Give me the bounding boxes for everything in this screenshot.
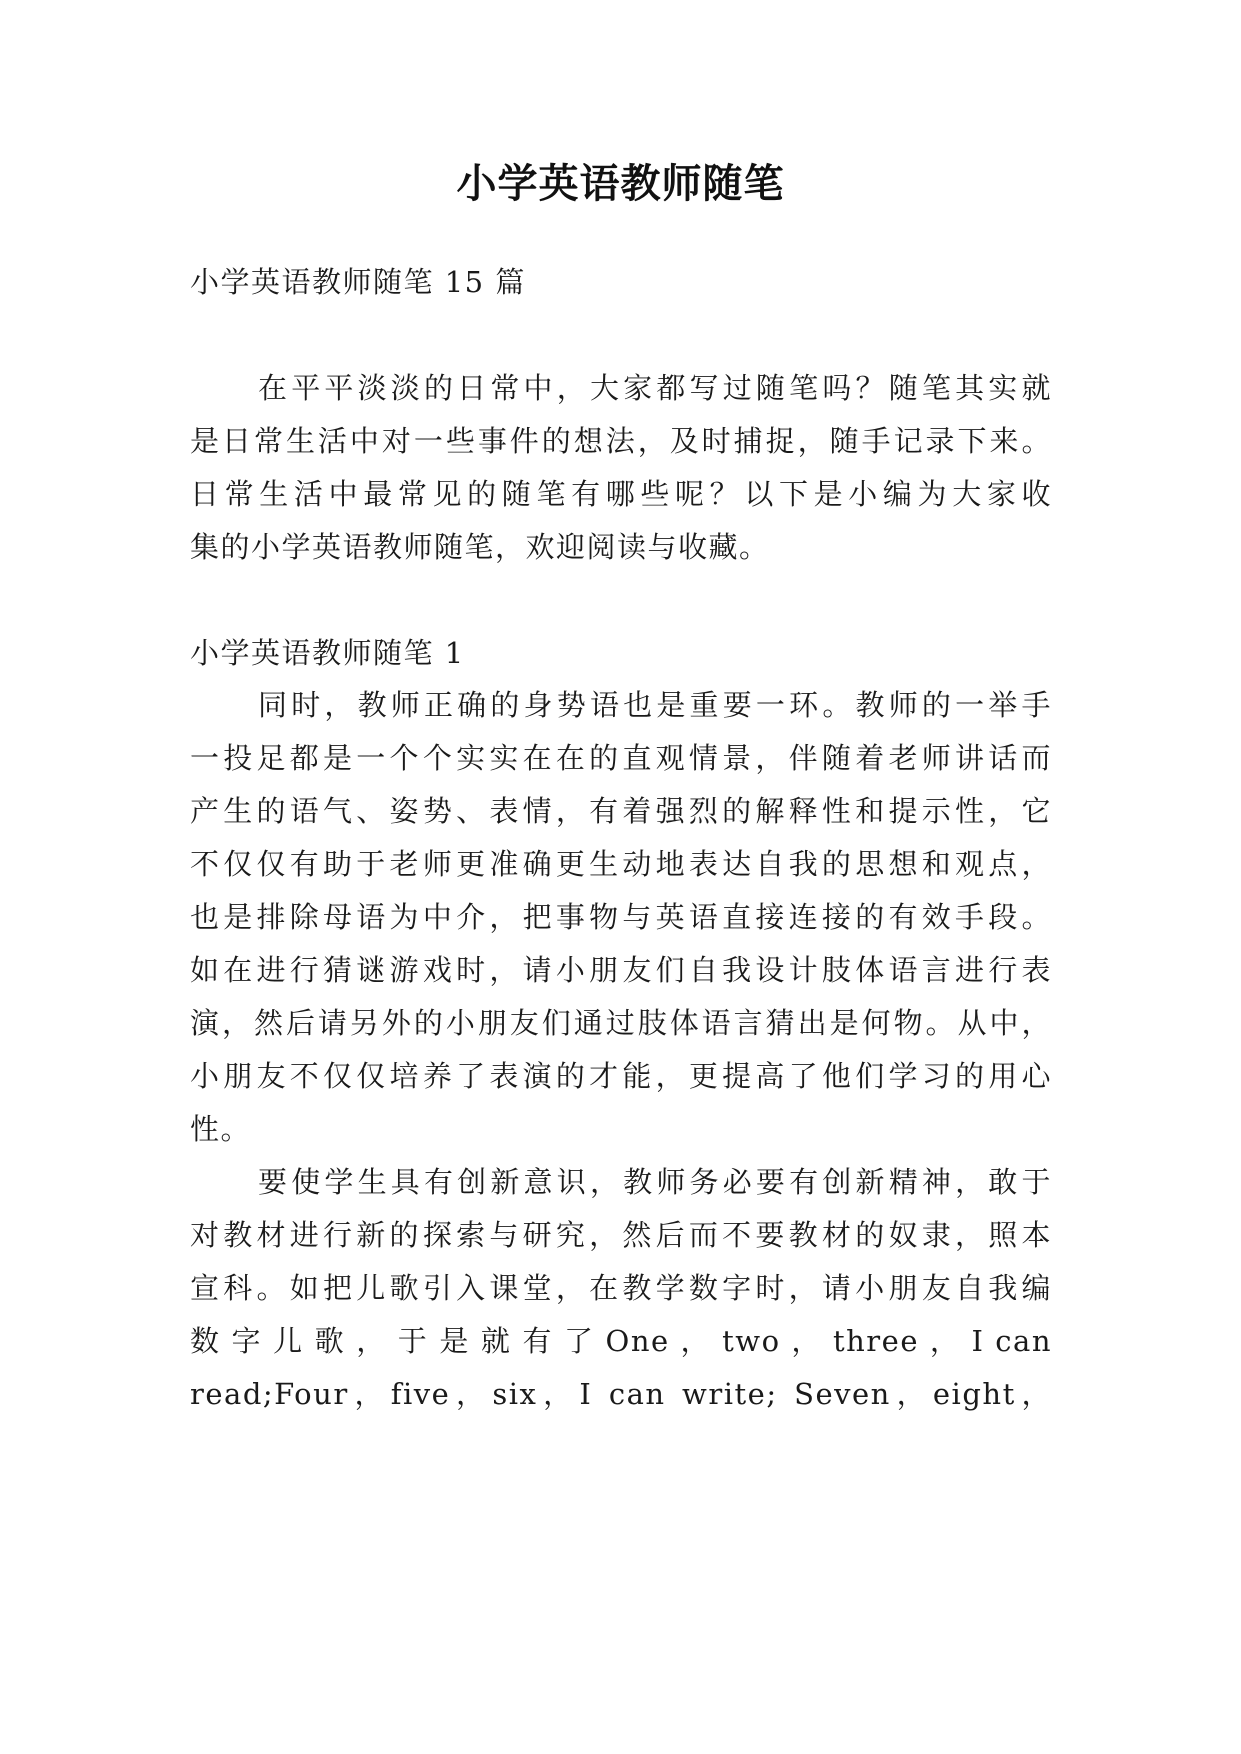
paragraph-line: 对教材进行新的探索与研究，然后而不要教材的奴隶，照本 [190, 1218, 1052, 1252]
paragraph-line: 小朋友不仅仅培养了表演的才能，更提高了他们学习的用心 [190, 1059, 1052, 1093]
paragraph-line: 也是排除母语为中介，把事物与英语直接连接的有效手段。 [190, 900, 1052, 934]
paragraph-line: 数 字 儿 歌 ， 于 是 就 有 了 One ， two ， three ， I can [190, 1324, 1052, 1358]
paragraph-line: 产生的语气、姿势、表情，有着强烈的解释性和提示性，它 [190, 794, 1052, 828]
paragraph-line: 一投足都是一个个实实在在的直观情景，伴随着老师讲话而 [190, 741, 1052, 775]
intro-line: 在平平淡淡的日常中，大家都写过随笔吗？随笔其实就 [258, 371, 1052, 405]
paragraph-line: read;Four，five，six，I can write; Seven，eight， [190, 1377, 1052, 1411]
document-title: 小学英语教师随笔 [456, 160, 785, 207]
document-subtitle: 小学英语教师随笔 15 篇 [190, 265, 526, 299]
paragraph-line: 同时，教师正确的身势语也是重要一环。教师的一举手 [258, 688, 1052, 722]
paragraph-line: 演，然后请另外的小朋友们通过肢体语言猜出是何物。从中， [190, 1006, 1052, 1040]
intro-line: 集的小学英语教师随笔，欢迎阅读与收藏。 [190, 530, 770, 564]
intro-line: 日常生活中最常见的随笔有哪些呢？以下是小编为大家收 [190, 477, 1052, 511]
paragraph-line: 性。 [190, 1112, 252, 1146]
paragraph-line: 如在进行猜谜游戏时，请小朋友们自我设计肢体语言进行表 [190, 953, 1052, 987]
paragraph-line: 要使学生具有创新意识，教师务必要有创新精神，敢于 [258, 1165, 1052, 1199]
paragraph-line: 不仅仅有助于老师更准确更生动地表达自我的思想和观点， [190, 847, 1052, 881]
section-heading: 小学英语教师随笔 1 [190, 636, 465, 670]
paragraph-line: 宣科。如把儿歌引入课堂，在教学数字时，请小朋友自我编 [190, 1271, 1052, 1305]
intro-line: 是日常生活中对一些事件的想法，及时捕捉，随手记录下来。 [190, 424, 1052, 458]
